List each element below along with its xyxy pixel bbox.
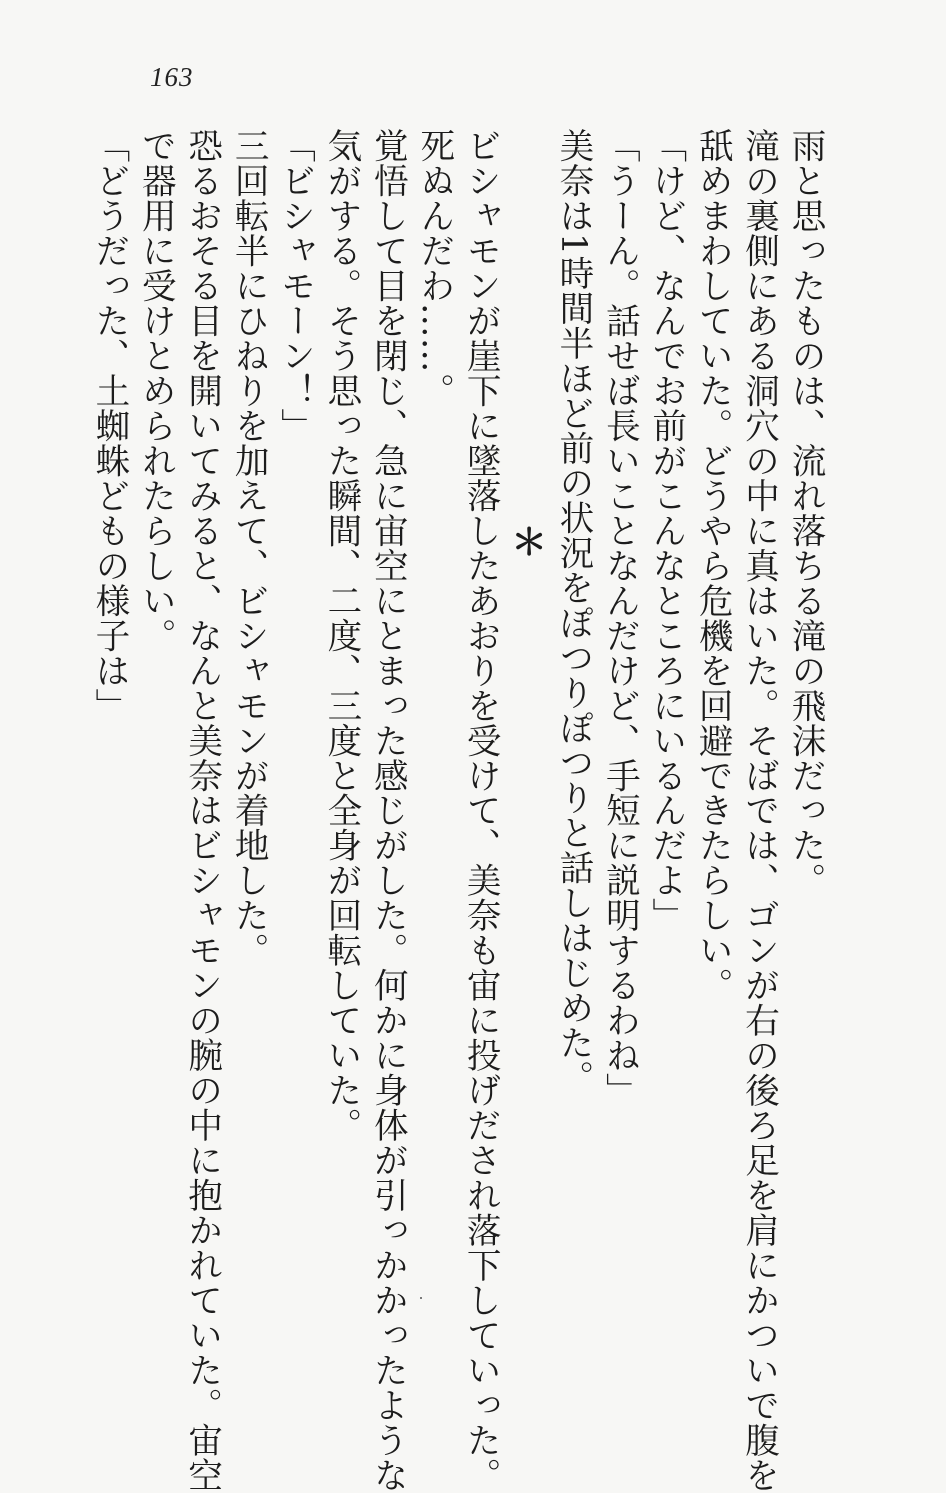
text-line-2: 滝の裏側にある洞穴の中に真はいた。そばでは、ゴンが右の後ろ足を肩にかついで腹を bbox=[738, 128, 779, 1493]
page-number: 163 bbox=[150, 62, 194, 92]
text-line-1: 雨と思ったものは、流れ落ちる滝の飛沫だった。 bbox=[785, 128, 825, 898]
section-separator: ＊ bbox=[505, 523, 548, 560]
text-line-9: 覚悟して目を閉じ、急に宙空にとまった感じがした。何かに身体が引っかかったような bbox=[367, 128, 408, 1493]
vertical-text-block bbox=[88, 128, 828, 1493]
text-line-5: 「うーん。話せば長いことなんだけど、手短に説明するわね」 bbox=[599, 128, 640, 1108]
text-line-11: 「ビシャモーン！」 bbox=[274, 128, 315, 443]
text-line-4: 「けど、なんでお前がこんなところにいるんだよ」 bbox=[645, 128, 686, 933]
text-line-12: 三回転半にひねりを加えて、ビシャモンが着地した。 bbox=[228, 128, 269, 968]
text-line-10: 気がする。そう思った瞬間、二度、三度と全身が回転していた。 bbox=[320, 128, 361, 1143]
text-line-7: ビシャモンが崖下に墜落したあおりを受けて、美奈も宙に投げだされ落下していった。 bbox=[460, 128, 501, 1493]
text-line-6: 美奈は1時間半ほど前の状況をぽつりぽつりと話しはじめた。 bbox=[552, 128, 593, 1096]
text-line-13: 恐るおそる目を開いてみると、なんと美奈はビシャモンの腕の中に抱かれていた。宙空 bbox=[181, 128, 222, 1493]
text-line-3: 舐めまわしていた。どうやら危機を回避できたらしい。 bbox=[692, 128, 733, 1003]
text-line-8: 死ぬんだわ……。 bbox=[413, 128, 454, 408]
print-speck bbox=[420, 1297, 422, 1299]
text-line-14: で器用に受けとめられたらしい。 bbox=[135, 128, 176, 653]
text-line-15: 「どうだった、土蜘蛛どもの様子は」 bbox=[88, 128, 129, 723]
